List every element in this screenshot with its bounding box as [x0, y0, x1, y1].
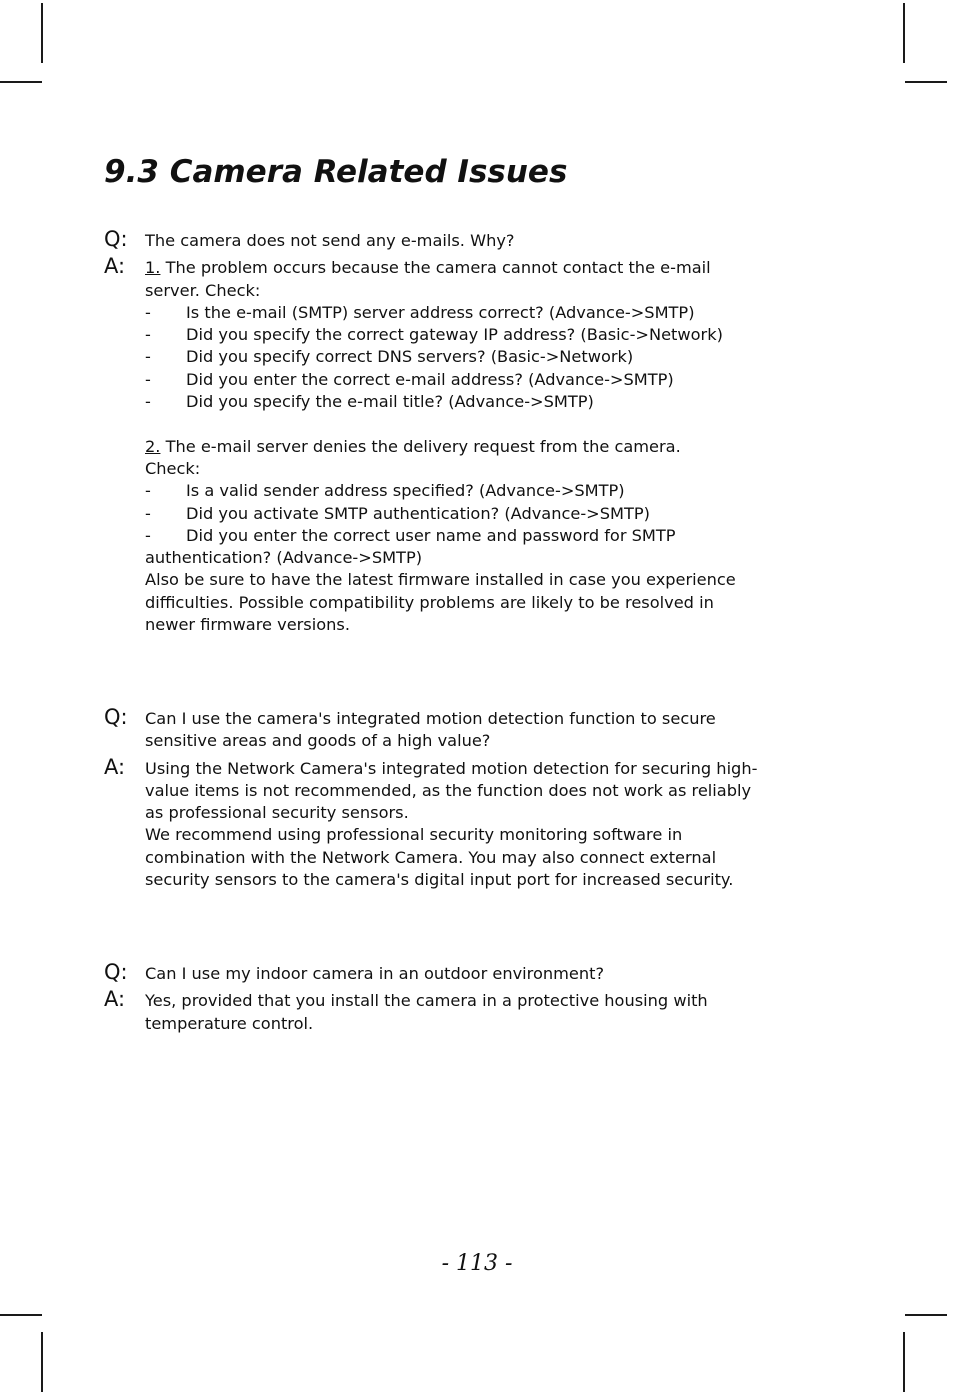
faq-item-email [104, 227, 844, 636]
crop-mark-top-left-horizontal [0, 81, 42, 83]
answer-text: value items is not recommended, as the function does not work as reliably [145, 780, 752, 800]
section-title: 9.3 Camera Related Issues [104, 154, 568, 190]
answer-text: The problem occurs because the camera cannot contact the e-mail [160, 258, 711, 278]
answer-text: server. Check: [145, 280, 261, 300]
checklist-item [145, 346, 844, 368]
answer-marker: A: [104, 987, 126, 1012]
dash-bullet: - [145, 525, 151, 545]
spacer [145, 413, 844, 435]
faq-item-motion-detection [104, 705, 844, 891]
dash-bullet: - [145, 369, 151, 389]
page-number: - 113 - [441, 1251, 513, 1276]
question-text: Can I use my indoor camera in an outdoor environment? [145, 964, 605, 983]
answer-row [104, 254, 844, 636]
question-text: sensitive areas and goods of a high value? [145, 731, 491, 751]
checklist-text: Did you specify correct DNS servers? (Basic->Network) [186, 347, 634, 367]
question-row [104, 960, 844, 985]
answer-text: Also be sure to have the latest firmware installed in case you experience [145, 570, 736, 590]
question-marker: Q: [104, 705, 128, 729]
checklist-text: Is the e-mail (SMTP) server address correct? (Advance->SMTP) [186, 302, 695, 322]
checklist-text: Did you enter the correct e-mail address? (Advance->SMTP) [186, 369, 674, 389]
answer-text: newer firmware versions. [145, 615, 350, 635]
question-row [104, 227, 844, 252]
crop-mark-top-left-vertical [41, 3, 43, 63]
answer-text: security sensors to the camera's digital input port for increased security. [145, 870, 734, 890]
part-number: 2. [145, 436, 161, 456]
dash-bullet: - [145, 325, 151, 345]
faq-item-outdoor-use [104, 960, 844, 1035]
part-number: 1. [145, 258, 161, 278]
dash-bullet: - [145, 503, 151, 523]
answer-marker: A: [104, 754, 126, 779]
answer-text: Yes, provided that you install the camera in a protective housing with [145, 991, 708, 1011]
dash-bullet: - [145, 481, 151, 501]
answer-marker: A: [104, 254, 126, 279]
answer-part-2-heading [145, 436, 844, 458]
crop-mark-bottom-left-horizontal [0, 1314, 42, 1316]
answer-row [104, 754, 844, 892]
crop-mark-bottom-left-vertical [41, 1332, 43, 1392]
checklist-text: Is a valid sender address specified? (Advance->SMTP) [186, 481, 625, 501]
answer-text: Using the Network Camera's integrated motion detection for securing high- [145, 758, 758, 778]
crop-mark-top-right-vertical [903, 3, 905, 63]
dash-bullet: - [145, 392, 151, 412]
checklist-item [145, 503, 844, 525]
answer-text: The e-mail server denies the delivery request from the camera. [160, 436, 681, 456]
checklist-text: Did you specify the correct gateway IP address? (Basic->Network) [186, 325, 723, 345]
answer-text: authentication? (Advance->SMTP) [145, 548, 423, 568]
answer-text: temperature control. [145, 1013, 314, 1033]
checklist-text: Did you enter the correct user name and password for SMTP [186, 525, 676, 545]
question-marker: Q: [104, 227, 128, 251]
answer-text: Check: [145, 458, 201, 478]
answer-text: combination with the Network Camera. You may also connect external [145, 847, 717, 867]
crop-mark-bottom-right-vertical [903, 1332, 905, 1392]
question-marker: Q: [104, 960, 128, 984]
dash-bullet: - [145, 302, 151, 322]
checklist-item [145, 391, 844, 413]
checklist-text: Did you specify the e-mail title? (Advance->SMTP) [186, 392, 594, 412]
answer-text: difficulties. Possible compatibility problems are likely to be resolved in [145, 592, 714, 612]
question-row [104, 705, 844, 753]
crop-mark-bottom-right-horizontal [905, 1314, 947, 1316]
checklist-text: Did you activate SMTP authentication? (Advance->SMTP) [186, 503, 650, 523]
crop-mark-top-right-horizontal [905, 81, 947, 83]
checklist-item [145, 369, 844, 391]
checklist-item [145, 324, 844, 346]
question-text: The camera does not send any e-mails. Why? [145, 231, 515, 250]
answer-row [104, 987, 844, 1035]
checklist-item [145, 525, 844, 547]
checklist-item [145, 302, 844, 324]
answer-text: We recommend using professional security monitoring software in [145, 825, 683, 845]
answer-part-1-heading [145, 257, 844, 279]
dash-bullet: - [145, 347, 151, 367]
answer-text: as professional security sensors. [145, 803, 409, 823]
checklist-item [145, 480, 844, 502]
question-text: Can I use the camera's integrated motion detection function to secure [145, 709, 716, 728]
